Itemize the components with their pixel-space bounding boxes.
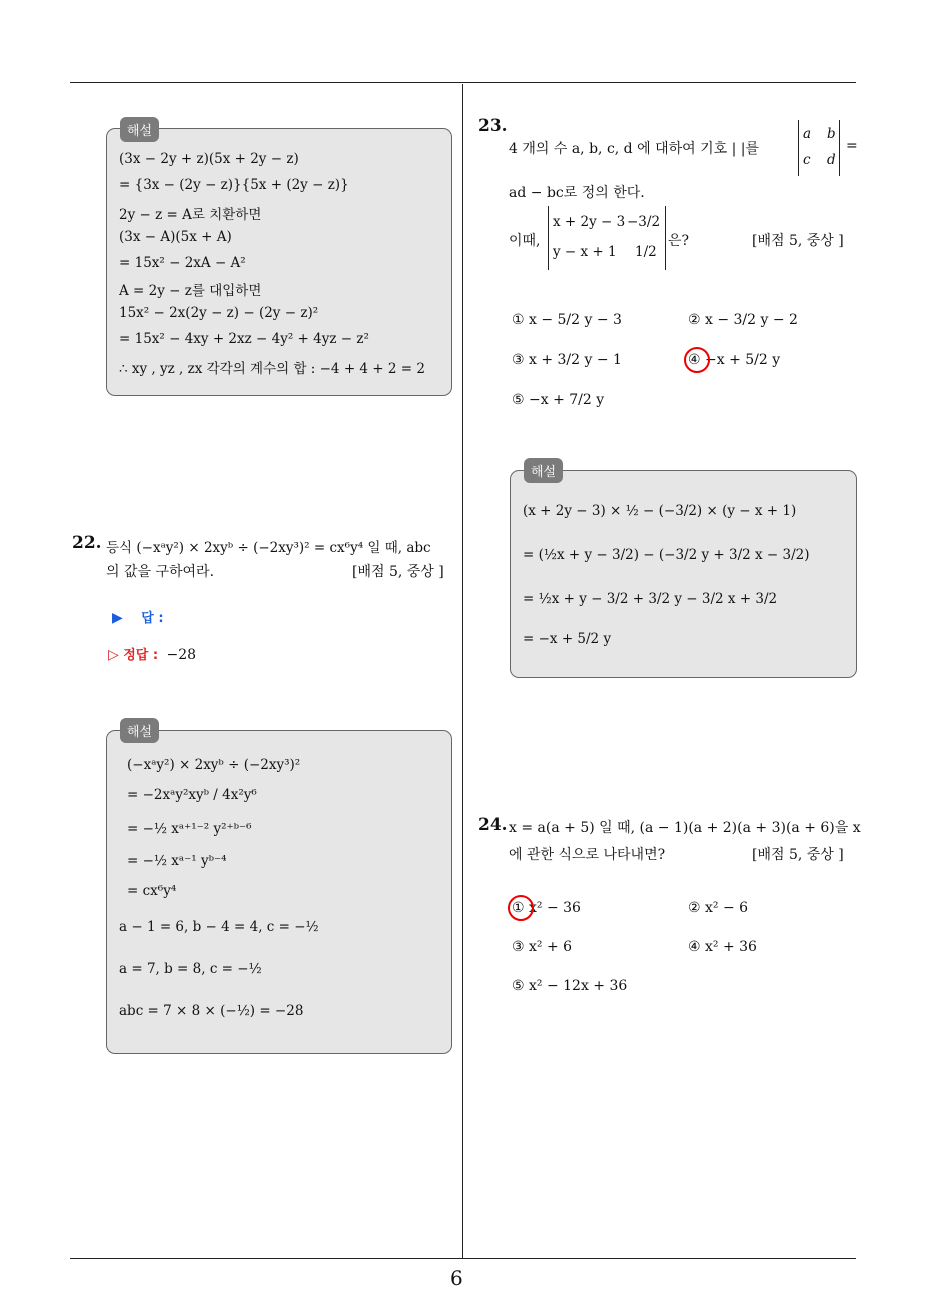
equals-sign: = xyxy=(846,138,858,154)
solution-line: a − 1 = 6, b − 4 = 4, c = −½ xyxy=(119,919,319,935)
solution-line: 15x² − 2x(2y − z) − (2y − z)² xyxy=(119,305,319,321)
solution-tag: 해설 xyxy=(524,458,563,483)
bottom-rule xyxy=(70,1258,856,1259)
page-number: 6 xyxy=(450,1266,463,1290)
solution-line: = −2xᵃy²xyᵇ / 4x²y⁶ xyxy=(127,787,257,803)
key-marker-icon: ▷ xyxy=(108,647,119,663)
solution-line: = ½x + y − 3/2 + 3/2 y − 3/2 x + 3/2 xyxy=(523,591,778,607)
key-value: −28 xyxy=(166,647,197,663)
question-23-line1: 4 개의 수 a, b, c, d 에 대하여 기호 | |를 xyxy=(509,141,759,157)
solution-box-1 xyxy=(106,128,452,396)
selected-answer-mark xyxy=(508,895,534,921)
solution-line: ∴ xy , yz , zx 각각의 계수의 합 : −4 + 4 + 2 = 2 xyxy=(119,361,425,377)
column-divider xyxy=(462,84,463,1258)
solution-line: a = 7, b = 8, c = −½ xyxy=(119,961,262,977)
solution-line: = (½x + y − 3/2) − (−3/2 y + 3/2 x − 3/2) xyxy=(523,547,810,563)
top-rule xyxy=(70,82,856,83)
solution-line: = −½ xᵃ⁻¹ yᵇ⁻⁴ xyxy=(127,853,227,869)
answer-row xyxy=(112,607,164,626)
solution-line: abc = 7 × 8 × (−½) = −28 xyxy=(119,1003,304,1019)
solution-line: 2y − z = A로 치환하면 xyxy=(119,207,262,223)
solution-line: = {3x − (2y − z)}{5x + (2y − z)} xyxy=(119,177,349,193)
solution-box-3 xyxy=(510,470,857,678)
solution-line: = −½ xᵃ⁺¹⁻² y²⁺ᵇ⁻⁶ xyxy=(127,821,252,837)
solution-line: (−xᵃy²) × 2xyᵇ ÷ (−2xy³)² xyxy=(127,757,301,773)
option-4[interactable]: ④ −x + 5/2 y xyxy=(688,352,781,368)
question-22-score: [배점 5, 중상 ] xyxy=(352,564,444,580)
option-3[interactable]: ③ x² + 6 xyxy=(512,939,573,955)
option-2[interactable]: ② x − 3/2 y − 2 xyxy=(688,312,798,328)
option-1[interactable]: ① x² − 36 xyxy=(512,900,581,916)
solution-line: = cx⁶y⁴ xyxy=(127,883,177,899)
solution-tag: 해설 xyxy=(120,117,159,142)
symbol-matrix: a b c d xyxy=(798,120,840,176)
solution-line: = 15x² − 2xA − A² xyxy=(119,255,246,271)
question-23-score: [배점 5, 중상 ] xyxy=(752,233,844,249)
option-1[interactable]: ① x − 5/2 y − 3 xyxy=(512,312,622,328)
determinant: x + 2y − 3 −3/2 y − x + 1 1/2 xyxy=(548,206,666,270)
solution-box-2 xyxy=(106,730,452,1054)
option-5[interactable]: ⑤ −x + 7/2 y xyxy=(512,392,605,408)
question-24-score: [배점 5, 중상 ] xyxy=(752,847,844,863)
question-22-line1: 등식 (−xᵃy²) × 2xyᵇ ÷ (−2xy³)² = cx⁶y⁴ 일 때, abc xyxy=(106,540,431,556)
question-24-line1: x = a(a + 5) 일 때, (a − 1)(a + 2)(a + 3)(a + 6)을 x xyxy=(509,820,861,836)
option-4[interactable]: ④ x² + 36 xyxy=(688,939,757,955)
question-number-24: 24. xyxy=(478,815,508,835)
question-23-line2: ad − bc로 정의 한다. xyxy=(509,185,645,201)
solution-line: = −x + 5/2 y xyxy=(523,631,612,647)
solution-line: (3x − 2y + z)(5x + 2y − z) xyxy=(119,151,299,167)
answer-marker-icon: ▶ xyxy=(112,610,123,626)
solution-line: (3x − A)(5x + A) xyxy=(119,229,232,245)
question-24-line2: 에 관한 식으로 나타내면? xyxy=(509,847,666,863)
question-23-tail: 은? xyxy=(668,233,690,249)
option-2[interactable]: ② x² − 6 xyxy=(688,900,749,916)
question-number-23: 23. xyxy=(478,116,508,136)
question-23-line3: 이때, xyxy=(509,233,541,249)
selected-answer-mark xyxy=(684,347,710,373)
question-22-line2: 의 값을 구하여라. xyxy=(106,564,215,580)
solution-tag: 해설 xyxy=(120,718,159,743)
question-number-22: 22. xyxy=(72,533,102,553)
key-answer-row xyxy=(108,644,196,663)
option-3[interactable]: ③ x + 3/2 y − 1 xyxy=(512,352,622,368)
answer-label: 답 : xyxy=(141,611,164,626)
solution-line: A = 2y − z를 대입하면 xyxy=(119,283,262,299)
solution-line: = 15x² − 4xy + 2xz − 4y² + 4yz − z² xyxy=(119,331,369,347)
solution-line: (x + 2y − 3) × ½ − (−3/2) × (y − x + 1) xyxy=(523,503,797,519)
key-label: 정답 : xyxy=(123,648,159,663)
option-5[interactable]: ⑤ x² − 12x + 36 xyxy=(512,978,628,994)
